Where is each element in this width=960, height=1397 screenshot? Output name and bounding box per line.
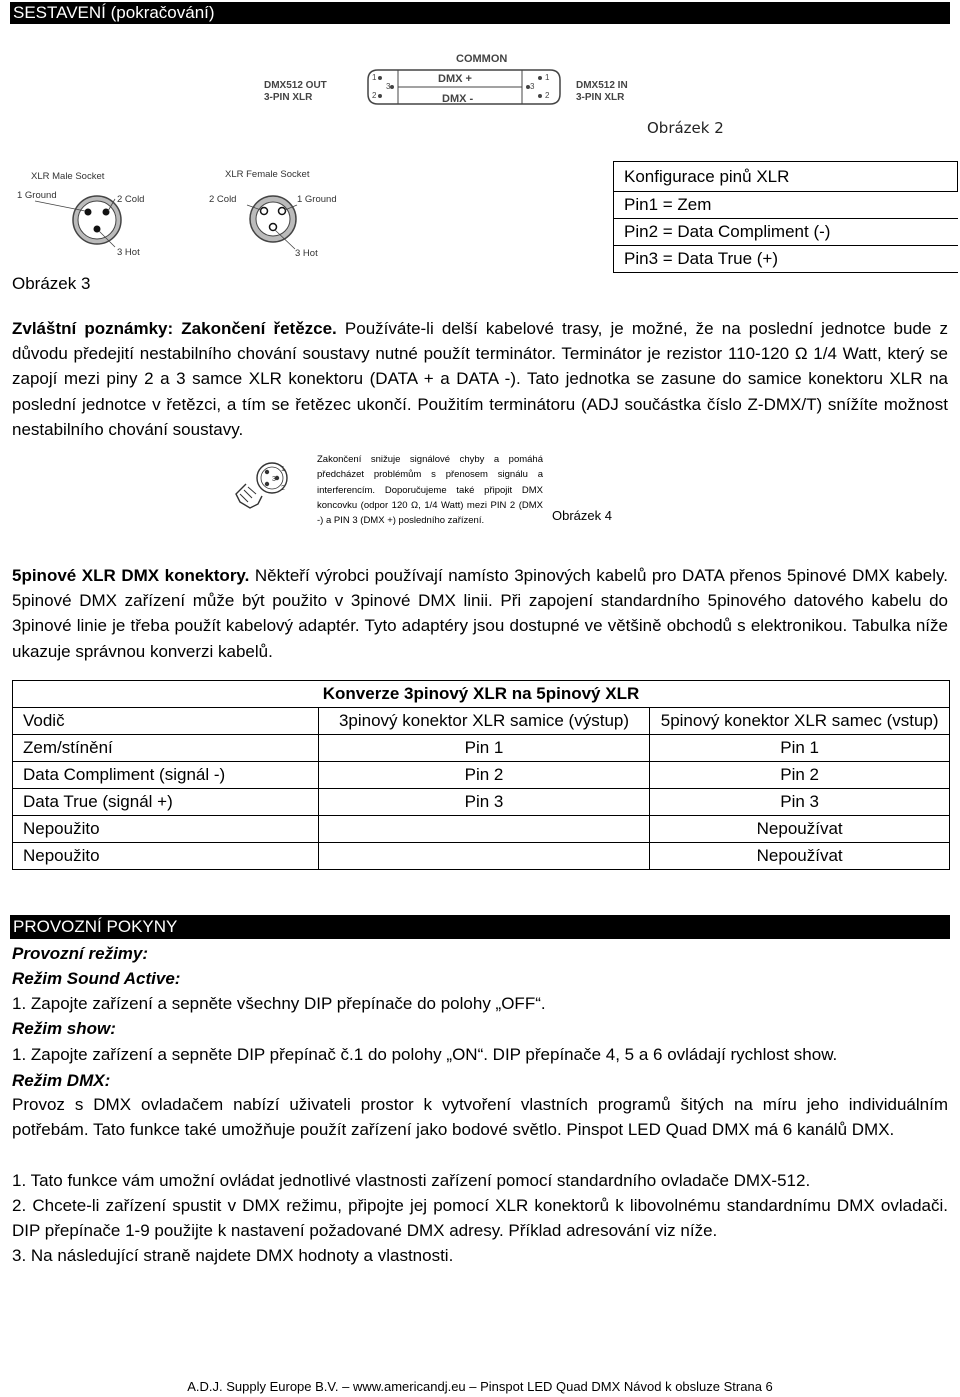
dmx-plus-label: DMX + bbox=[438, 73, 472, 85]
female-socket-title: XLR Female Socket bbox=[225, 169, 310, 180]
dmx-minus-label: DMX - bbox=[442, 93, 474, 105]
pin-config-row: Pin3 = Data True (+) bbox=[614, 246, 958, 273]
table-row: Data True (signál +) Pin 3 Pin 3 bbox=[13, 789, 950, 816]
page-footer: A.D.J. Supply Europe B.V. – www.americandj.eu – Pinspot LED Quad DMX Návod k obsluze Strana 6 bbox=[187, 1379, 773, 1394]
termination-text: Používáte-li delší kabelové trasy, je možné, že na poslední jednotce bude z důvodu předejití nestabilního chování soustavy nutné použít terminátor. Terminátor je rezistor 110-120 Ω 1/4 Watt, který se zapojí mezi piny 2 a 3 samce XLR konektoru (DATA + a DATA -). Tato jednotka se zasune do samice konektoru XLR na poslední jednotce v řetězci, a tím se řetězec ukončí. Použitím terminátoru (ADJ součástka číslo Z-DMX/T) snížíte možnost nestabilního chování soustavy. bbox=[12, 319, 948, 439]
svg-text:1: 1 bbox=[281, 466, 285, 473]
five-pin-text: Někteří výrobci používají namísto 3pinových kabelů pro DATA přenos 5pinové DMX kabely. 5pinové DMX zařízení může být použito v 3pinové DMX linii. Při zapojení standardního 5pinového datového kabelu do 3pinové linie je třeba použít kabelový adaptér. Tyto adaptéry jsou dostupné ve většině obchodů s elektronikou. Tabulka níže ukazuje správnou konverzi kabelů. bbox=[12, 566, 948, 661]
pin-config-table bbox=[613, 161, 958, 273]
svg-text:2 Cold: 2 Cold bbox=[209, 194, 237, 205]
termination-heading: Zvláštní poznámky: Zakončení řetězce. bbox=[12, 319, 337, 338]
xlr-sockets-diagram bbox=[15, 165, 355, 263]
svg-text:2 Cold: 2 Cold bbox=[117, 194, 145, 205]
conversion-title: Konverze 3pinový XLR na 5pinový XLR bbox=[13, 681, 950, 708]
show-mode-title: Režim show: bbox=[12, 1019, 116, 1038]
svg-text:2: 2 bbox=[545, 91, 550, 100]
svg-text:2: 2 bbox=[372, 91, 377, 100]
male-socket-icon bbox=[35, 196, 121, 247]
five-pin-paragraph bbox=[12, 563, 948, 664]
table-row: Nepoužito Nepoužívat bbox=[13, 816, 950, 843]
terminator-note: Zakončení snižuje signálové chyby a pomáhá předcházet problémům s přenosem signálu a interferencím. Doporučujeme také připojit DMX koncovku (odpor 120 Ω, 1/4 Watt) mezi PIN 2 (DMX -) a PIN 3 (DMX +) posledního zařízení. bbox=[317, 454, 543, 527]
dmx-intro: Provoz s DMX ovladačem nabízí uživateli prostor k vytvoření vlastních programů šitých na míru jeho individuálním potřebám. Tato funkce také umožňuje použít zařízení jako bodové světlo. Pinspot LED Quad DMX má 6 kanálů DMX. bbox=[12, 1095, 948, 1140]
figure3-caption: Obrázek 3 bbox=[12, 274, 91, 293]
svg-text:2: 2 bbox=[281, 485, 285, 492]
conversion-table bbox=[12, 680, 950, 870]
column-header: 3pinový konektor XLR samice (výstup) bbox=[318, 708, 650, 735]
svg-text:3 Hot: 3 Hot bbox=[295, 248, 318, 259]
dmx-mode-title: Režim DMX: bbox=[12, 1071, 111, 1090]
termination-paragraph bbox=[12, 316, 948, 442]
modes-title: Provozní režimy: bbox=[12, 944, 149, 963]
dmx-out-label: DMX512 OUT bbox=[264, 80, 327, 91]
svg-text:3: 3 bbox=[386, 82, 391, 91]
five-pin-heading: 5pinové XLR DMX konektory. bbox=[12, 566, 250, 585]
pin-config-row: Pin1 = Zem bbox=[614, 192, 958, 219]
xlr-out-label: 3-PIN XLR bbox=[264, 92, 313, 103]
dmx-step-2: 2. Chcete-li zařízení spustit v DMX režimu, připojte jej pomocí XLR konektorů k libovolnému standardnímu DMX ovladači. DIP přepínače 1-9 použijte k nastavení požadované DMX adresy. Příklad adresování viz níže. bbox=[12, 1196, 948, 1241]
pin-config-row: Pin2 = Data Compliment (-) bbox=[614, 219, 958, 246]
male-socket-title: XLR Male Socket bbox=[31, 171, 105, 182]
show-step-1: 1. Zapojte zařízení a sepněte DIP přepínač č.1 do polohy „ON“. DIP přepínače 4, 5 a 6 ovládají rychlost show. bbox=[12, 1045, 838, 1064]
svg-text:1: 1 bbox=[545, 73, 550, 82]
svg-text:1 Ground: 1 Ground bbox=[297, 194, 337, 205]
column-header: Vodič bbox=[13, 708, 319, 735]
section-header: SESTAVENÍ (pokračování) bbox=[10, 2, 950, 24]
table-row: Zem/stínění Pin 1 Pin 1 bbox=[13, 735, 950, 762]
pin-config-title: Konfigurace pinů XLR bbox=[614, 162, 958, 192]
column-header: 5pinový konektor XLR samec (vstup) bbox=[650, 708, 950, 735]
svg-text:3 Hot: 3 Hot bbox=[117, 247, 140, 258]
table-row: Nepoužito Nepoužívat bbox=[13, 843, 950, 870]
common-label: COMMON bbox=[456, 53, 508, 65]
figure4-caption: Obrázek 4 bbox=[552, 508, 612, 523]
svg-text:1: 1 bbox=[372, 73, 377, 82]
operation-section-header: PROVOZNÍ POKYNY bbox=[10, 915, 950, 939]
dmx-step-3: 3. Na následující straně najdete DMX hodnoty a vlastnosti. bbox=[12, 1246, 454, 1265]
figure2-caption: Obrázek 2 bbox=[647, 119, 724, 137]
table-row: Data Compliment (signál -) Pin 2 Pin 2 bbox=[13, 762, 950, 789]
dmx-cable-diagram bbox=[260, 48, 650, 110]
svg-text:1 Ground: 1 Ground bbox=[17, 190, 57, 201]
svg-text:3: 3 bbox=[272, 476, 276, 483]
xlr-in-label: 3-PIN XLR bbox=[576, 92, 625, 103]
female-socket-icon bbox=[247, 196, 297, 249]
sound-step-1: 1. Zapojte zařízení a sepněte všechny DIP přepínače do polohy „OFF“. bbox=[12, 994, 546, 1013]
sound-mode-title: Režim Sound Active: bbox=[12, 969, 181, 988]
dmx-in-label: DMX512 IN bbox=[576, 80, 628, 91]
dmx-step-1: 1. Tato funkce vám umožní ovládat jednotlivé vlastnosti zařízení pomocí standardního ovladače DMX-512. bbox=[12, 1171, 811, 1190]
svg-text:3: 3 bbox=[530, 82, 535, 91]
terminator-plug-icon bbox=[232, 450, 292, 515]
